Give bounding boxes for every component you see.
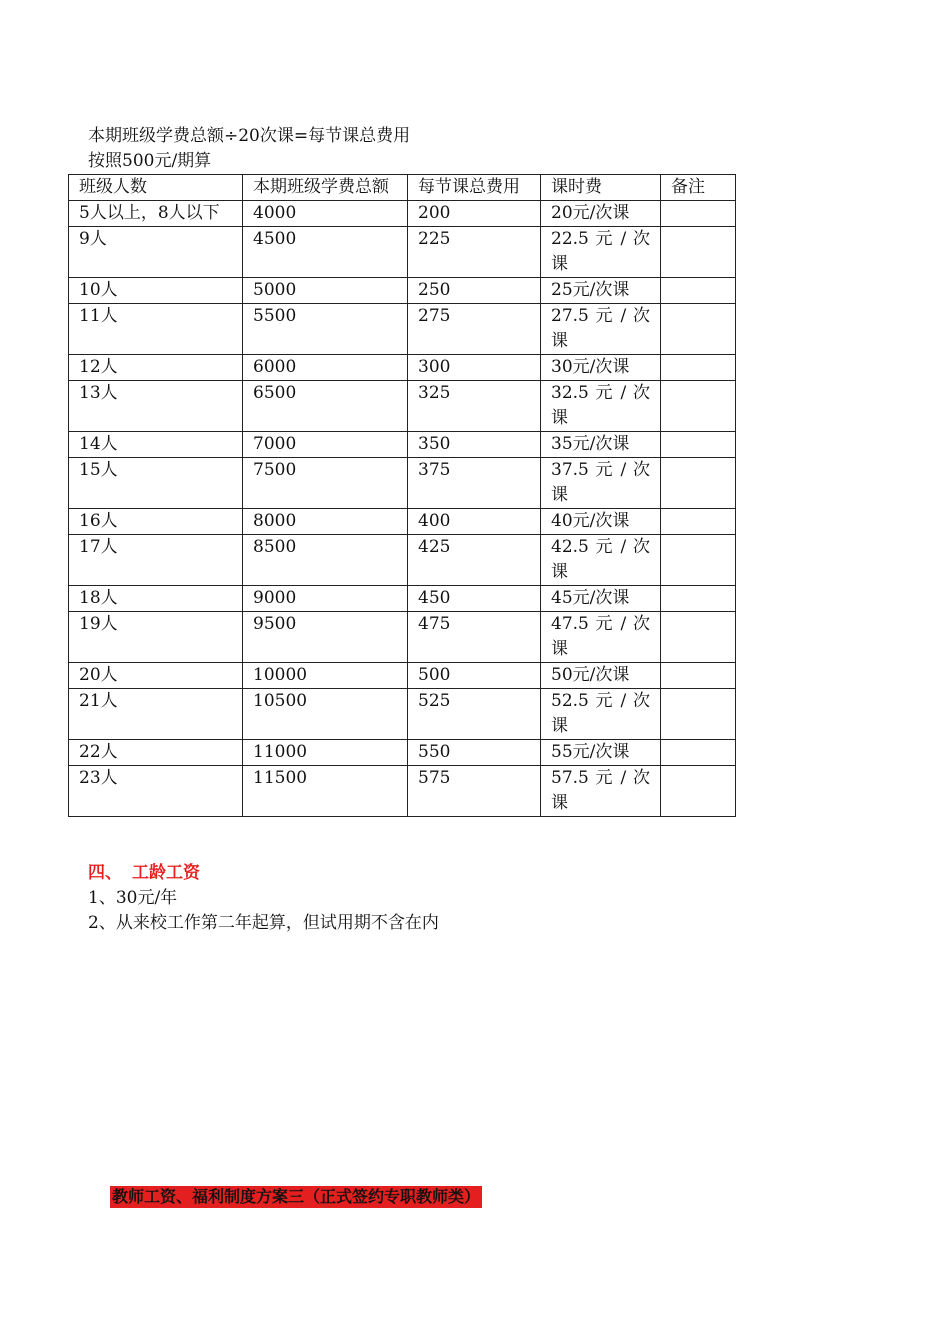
cell-total-tuition: 8000	[243, 509, 408, 535]
cell-lesson-fee: 20元/次课	[541, 201, 661, 227]
cell-lesson-fee: 37.5 元 / 次课	[541, 458, 661, 509]
cell-per-lesson-total: 275	[408, 304, 541, 355]
cell-lesson-fee: 40元/次课	[541, 509, 661, 535]
table-row	[69, 458, 736, 509]
cell-total-tuition: 4000	[243, 201, 408, 227]
cell-remarks	[661, 432, 736, 458]
cell-total-tuition: 6000	[243, 355, 408, 381]
cell-remarks	[661, 663, 736, 689]
cell-per-lesson-total: 200	[408, 201, 541, 227]
cell-class-size: 9人	[69, 227, 243, 278]
cell-remarks	[661, 278, 736, 304]
table-row	[69, 535, 736, 586]
cell-per-lesson-total: 300	[408, 355, 541, 381]
table-row	[69, 586, 736, 612]
table-row	[69, 612, 736, 663]
section-number: 四、	[88, 863, 122, 883]
pricing-basis-text: 按照500元/期算	[88, 151, 212, 171]
cell-lesson-fee: 47.5 元 / 次课	[541, 612, 661, 663]
cell-class-size: 19人	[69, 612, 243, 663]
cell-class-size: 10人	[69, 278, 243, 304]
table-row	[69, 381, 736, 432]
cell-per-lesson-total: 525	[408, 689, 541, 740]
cell-per-lesson-total: 500	[408, 663, 541, 689]
cell-class-size: 17人	[69, 535, 243, 586]
column-header-total-tuition: 本期班级学费总额	[243, 175, 408, 201]
cell-total-tuition: 10500	[243, 689, 408, 740]
next-plan-heading: 教师工资、福利制度方案三（正式签约专职教师类）	[112, 1187, 481, 1206]
cell-lesson-fee: 57.5 元 / 次课	[541, 766, 661, 817]
cell-per-lesson-total: 325	[408, 381, 541, 432]
cell-remarks	[661, 227, 736, 278]
cell-lesson-fee: 52.5 元 / 次课	[541, 689, 661, 740]
table-row	[69, 689, 736, 740]
cell-lesson-fee: 55元/次课	[541, 740, 661, 766]
cell-lesson-fee: 32.5 元 / 次课	[541, 381, 661, 432]
cell-total-tuition: 4500	[243, 227, 408, 278]
cell-remarks	[661, 381, 736, 432]
column-header-lesson-fee: 课时费	[541, 175, 661, 201]
table-row	[69, 227, 736, 278]
cell-remarks	[661, 586, 736, 612]
column-header-per-lesson-total: 每节课总费用	[408, 175, 541, 201]
cell-remarks	[661, 766, 736, 817]
cell-total-tuition: 5000	[243, 278, 408, 304]
cell-class-size: 16人	[69, 509, 243, 535]
cell-total-tuition: 7000	[243, 432, 408, 458]
table-body	[69, 201, 736, 817]
cell-total-tuition: 6500	[243, 381, 408, 432]
cell-per-lesson-total: 250	[408, 278, 541, 304]
cell-total-tuition: 9000	[243, 586, 408, 612]
cell-total-tuition: 10000	[243, 663, 408, 689]
cell-remarks	[661, 355, 736, 381]
table-row	[69, 201, 736, 227]
cell-lesson-fee: 50元/次课	[541, 663, 661, 689]
cell-class-size: 12人	[69, 355, 243, 381]
cell-per-lesson-total: 450	[408, 586, 541, 612]
table-row	[69, 740, 736, 766]
cell-remarks	[661, 201, 736, 227]
cell-total-tuition: 7500	[243, 458, 408, 509]
cell-remarks	[661, 535, 736, 586]
cell-per-lesson-total: 400	[408, 509, 541, 535]
cell-lesson-fee: 35元/次课	[541, 432, 661, 458]
formula-text: 本期班级学费总额÷20次课=每节课总费用	[88, 126, 411, 146]
cell-per-lesson-total: 575	[408, 766, 541, 817]
cell-class-size: 5人以上，8人以下	[69, 201, 243, 227]
table-row	[69, 278, 736, 304]
cell-remarks	[661, 509, 736, 535]
table-row	[69, 509, 736, 535]
section-heading-seniority-pay	[88, 861, 200, 885]
cell-lesson-fee: 45元/次课	[541, 586, 661, 612]
cell-class-size: 13人	[69, 381, 243, 432]
cell-class-size: 22人	[69, 740, 243, 766]
cell-class-size: 20人	[69, 663, 243, 689]
cell-per-lesson-total: 350	[408, 432, 541, 458]
cell-class-size: 15人	[69, 458, 243, 509]
cell-per-lesson-total: 375	[408, 458, 541, 509]
table-header-row	[69, 175, 736, 201]
cell-class-size: 11人	[69, 304, 243, 355]
cell-class-size: 21人	[69, 689, 243, 740]
cell-per-lesson-total: 550	[408, 740, 541, 766]
column-header-remarks: 备注	[661, 175, 736, 201]
cell-class-size: 14人	[69, 432, 243, 458]
table-row	[69, 355, 736, 381]
cell-lesson-fee: 42.5 元 / 次课	[541, 535, 661, 586]
table-row	[69, 663, 736, 689]
table-row	[69, 432, 736, 458]
table-row	[69, 766, 736, 817]
cell-total-tuition: 5500	[243, 304, 408, 355]
list-item: 2、从来校工作第二年起算，但试用期不含在内	[88, 913, 439, 933]
cell-remarks	[661, 458, 736, 509]
cell-total-tuition: 8500	[243, 535, 408, 586]
cell-lesson-fee: 27.5 元 / 次课	[541, 304, 661, 355]
cell-lesson-fee: 30元/次课	[541, 355, 661, 381]
cell-lesson-fee: 25元/次课	[541, 278, 661, 304]
cell-per-lesson-total: 425	[408, 535, 541, 586]
cell-class-size: 23人	[69, 766, 243, 817]
cell-remarks	[661, 740, 736, 766]
cell-total-tuition: 9500	[243, 612, 408, 663]
tuition-fee-table	[68, 174, 736, 817]
cell-per-lesson-total: 475	[408, 612, 541, 663]
cell-total-tuition: 11000	[243, 740, 408, 766]
cell-class-size: 18人	[69, 586, 243, 612]
cell-remarks	[661, 304, 736, 355]
cell-lesson-fee: 22.5 元 / 次课	[541, 227, 661, 278]
cell-remarks	[661, 612, 736, 663]
table-row	[69, 304, 736, 355]
cell-remarks	[661, 689, 736, 740]
section-title: 工龄工资	[132, 863, 200, 883]
list-item: 1、30元/年	[88, 888, 178, 908]
cell-total-tuition: 11500	[243, 766, 408, 817]
column-header-class-size: 班级人数	[69, 175, 243, 201]
cell-per-lesson-total: 225	[408, 227, 541, 278]
